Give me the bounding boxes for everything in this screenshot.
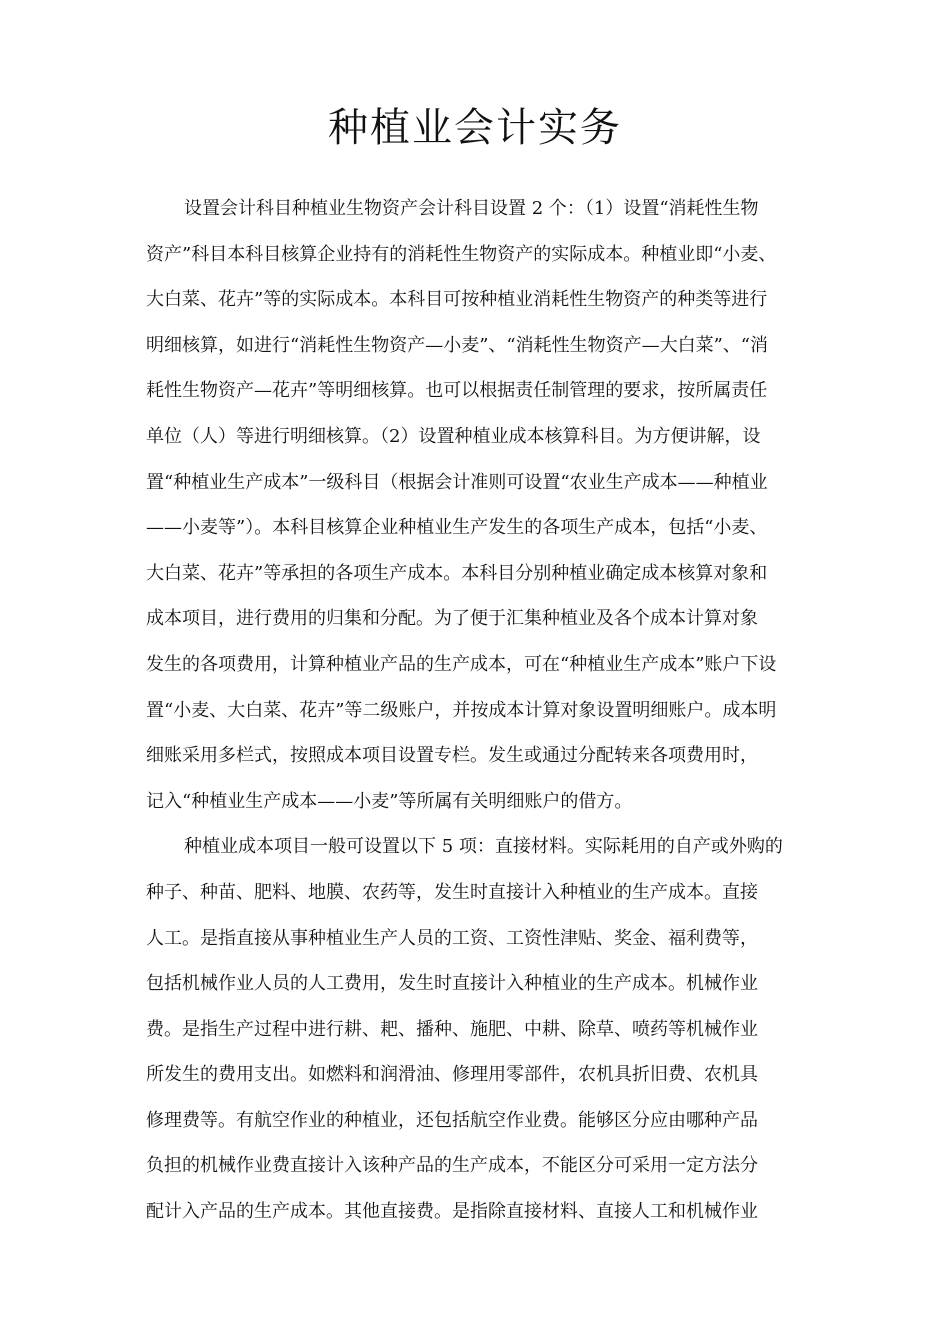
text-line: 所发生的费用支出。如燃料和润滑油、修理用零部件，农机具折旧费、农机具 [146,1064,758,1086]
text-line: 细账采用多栏式，按照成本项目设置专栏。发生或通过分配转来各项费用时， [146,745,758,767]
text-line: 单位（人）等进行明细核算。（2）设置种植业成本核算科目。为方便讲解，设 [146,425,761,447]
text-line: 明细核算，如进行“消耗性生物资产—小麦”、“消耗性生物资产—大白菜”、“消 [146,334,769,356]
text-line: 负担的机械作业费直接计入该种产品的生产成本，不能区分可采用一定方法分 [146,1155,758,1177]
text-line: 人工。是指直接从事种植业生产人员的工资、工资性津贴、奖金、福利费等， [146,927,758,949]
text-line: 置“小麦、大白菜、花卉”等二级账户，并按成本计算对象设置明细账户。成本明 [146,699,777,721]
document-body [146,186,812,1235]
text-line: 耗性生物资产—花卉”等明细核算。也可以根据责任制管理的要求，按所属责任 [146,380,768,402]
text-line: 置“种植业生产成本”一级科目（根据会计准则可设置“农业生产成本——种植业 [146,471,768,493]
text-line: 修理费等。有航空作业的种植业，还包括航空作业费。能够区分应由哪种产品 [146,1109,758,1131]
text-line: 发生的各项费用，计算种植业产品的生产成本，可在“种植业生产成本”账户下设 [146,653,777,675]
document-title: 种植业会计实务 [328,105,622,151]
text-line: 记入“种植业生产成本——小麦”等所属有关明细账户的借方。 [146,790,633,812]
text-line: 配计入产品的生产成本。其他直接费。是指除直接材料、直接人工和机械作业 [146,1201,758,1223]
text-line: 种子、种苗、肥料、地膜、农药等，发生时直接计入种植业的生产成本。直接 [146,881,758,903]
text-line: 种植业成本项目一般可设置以下 5 项：直接材料。实际耗用的自产或外购的 [184,836,783,858]
text-line: ——小麦等”）。本科目核算企业种植业生产发生的各项生产成本，包括“小麦、 [146,517,768,539]
text-line: 资产”科目本科目核算企业持有的消耗性生物资产的实际成本。种植业即“小麦、 [146,243,777,265]
text-line: 费。是指生产过程中进行耕、耙、播种、施肥、中耕、除草、喷药等机械作业 [146,1018,758,1040]
text-line: 成本项目，进行费用的归集和分配。为了便于汇集种植业及各个成本计算对象 [146,608,758,630]
text-line: 包括机械作业人员的人工费用，发生时直接计入种植业的生产成本。机械作业 [146,973,758,995]
text-line: 大白菜、花卉”等承担的各项生产成本。本科目分别种植业确定成本核算对象和 [146,562,768,584]
text-line: 大白菜、花卉”等的实际成本。本科目可按种植业消耗性生物资产的种类等进行 [146,289,768,311]
text-line: 设置会计科目种植业生物资产会计科目设置 2 个：（1）设置“消耗性生物 [184,198,759,219]
